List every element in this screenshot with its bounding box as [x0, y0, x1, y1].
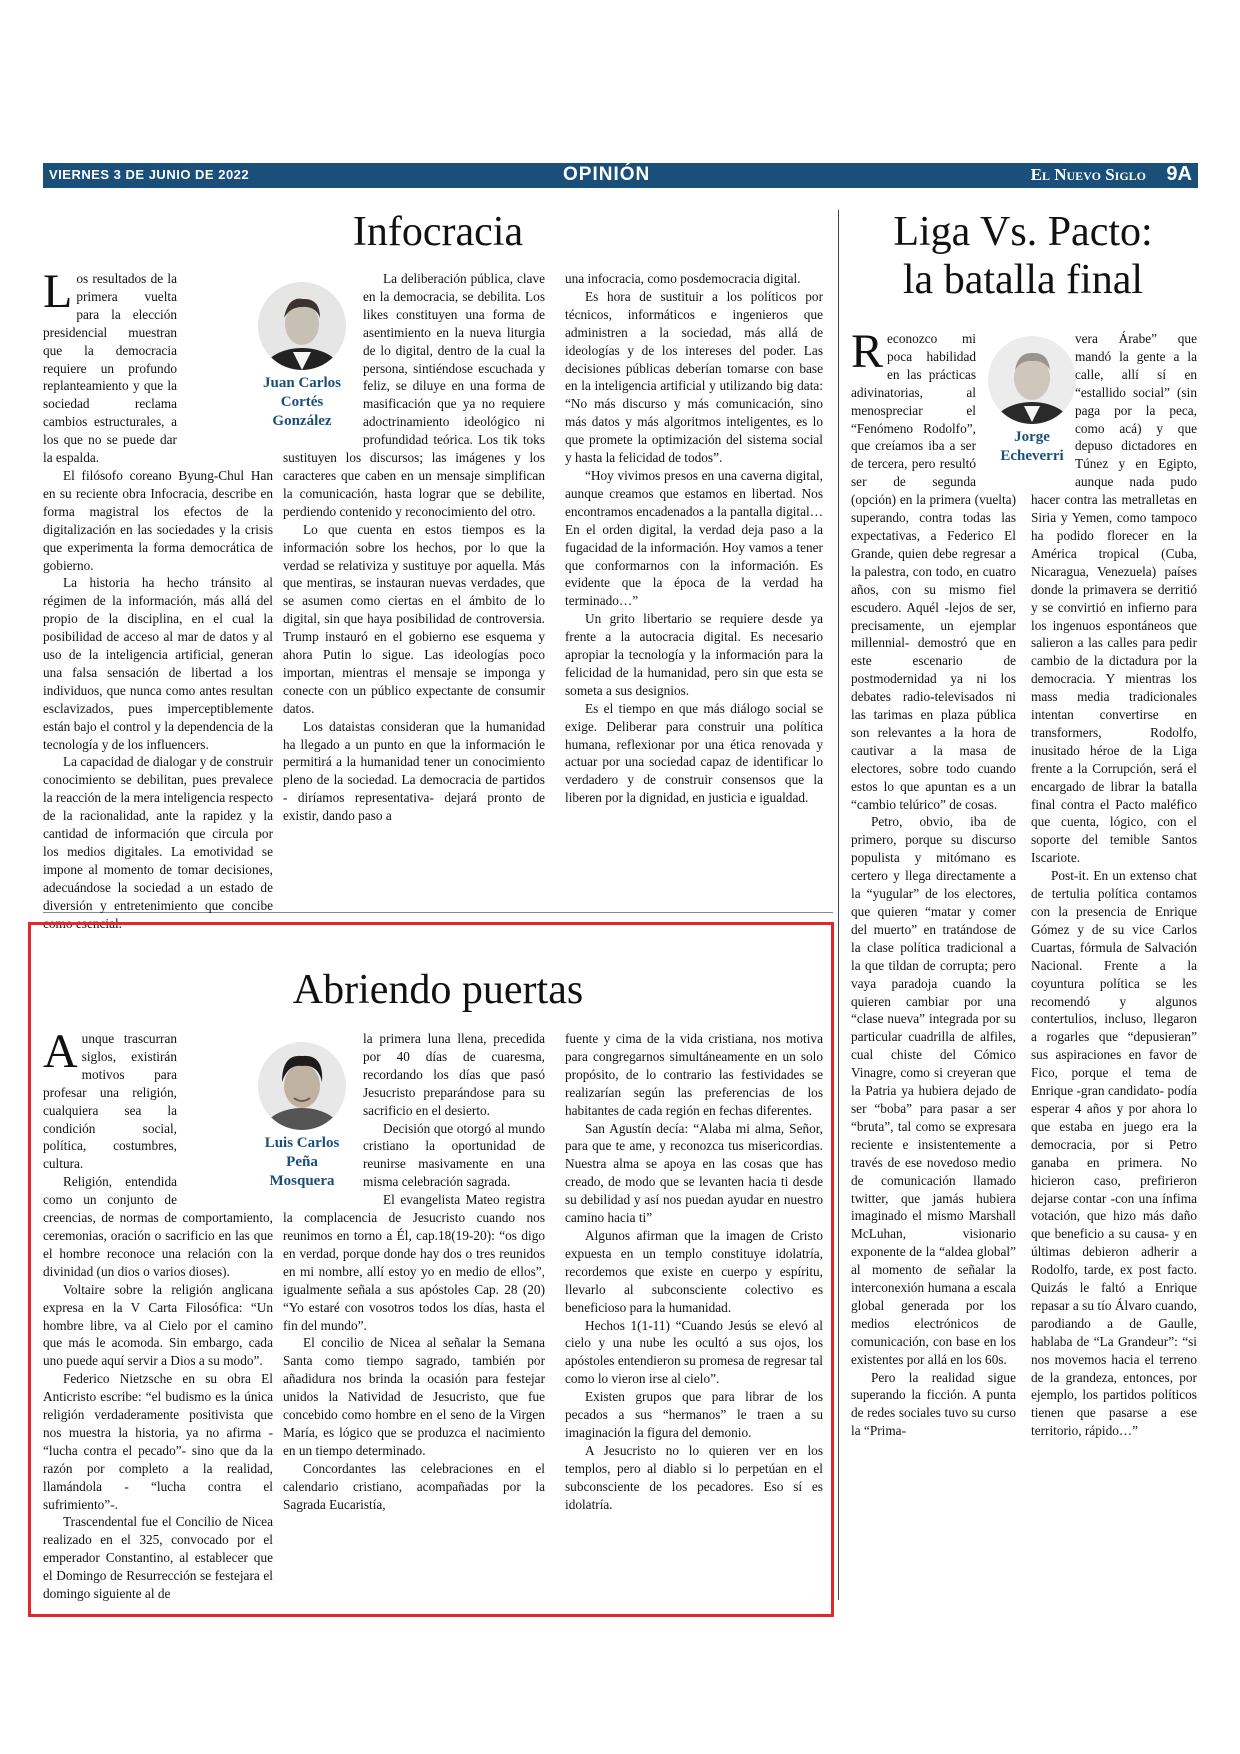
page-header-band: [43, 163, 1198, 188]
paragraph: fuente y cima de la vida cristiana, nos motiva para congregarnos simultáneamente en un solo propósito, de lo contrario las festividades se realizarían según las preferencias de los habitantes de cada región en fechas diferentes.: [565, 1031, 823, 1118]
paragraph: Concordantes las celebraciones en el calendario cristiano, acompañadas por la Sagrada Eucaristía,: [283, 1460, 545, 1512]
author-name-line2: Echeverri: [1000, 448, 1064, 464]
paragraph: Reconozco mi poca habilidad en las prácticas adivinatorias, al menospreciar el “Fenómeno Rodolfo”, que creíamos iba a ser de tercera, pero resultó ser de segunda (opción) en la primera (vuelta) superando, contra todas las expectativas, a Federico El Grande, quien debe regresar a la palestra, con todo, en cuatro años, con su mismo fiel escudero. Aquél -lejos de ser, precisamente, un ejemplar millennial- demostró que en este escenario de postmodernidad ya ni los debates radio-televisados ni las tarimas en plaza pública son relevantes a la hora de cautivar a la masa de electores, sobre todo cuando estos lo que apuntan es a un “cambio telúrico” de cosas.: [851, 325, 1016, 812]
article3-column-1: [851, 325, 1016, 1440]
paragraph: Los dataistas consideran que la humanidad ha llegado a un punto en que la información le permitirá a la humanidad tener un conocimiento pleno de la sociedad. La democracia de partidos - diríamos representativa- dejará pronto de existir, dando paso a: [283, 718, 545, 824]
paragraph: vera Árabe” que mandó la gente a la calle, allí sí en “estallido social” (sin paga por la peca, como acá) y que depuso dictadores en Túnez y en Egipto, aunque nada pudo hacer contra las metralletas en Siria y Yemen, como tampoco ha podido florecer en la América tropical (Cuba, Nicaragua, Venezuela) países donde la primavera se derritió y se convirtió en infierno para los ingenuos espontáneos que salieron a las calles para pedir cambio de la dictadura por la democracia. Y mientras los mass media tradicionales intentan convertirse en transformers, Rodolfo, inusitado héroe de la Liga frente a la Corrupción, será el encargado de librar la batalla final contra el Pacto maléfico que cuenta, lógico, con el soporte del temible Santos Iscariote.: [1031, 331, 1197, 866]
article-title-infocracia: Infocracia: [352, 209, 524, 255]
article3-column-2: [1031, 330, 1197, 1440]
paragraph: San Agustín decía: “Alaba mi alma, Señor, para que te ame, y reconozca tus misericordias. Nuestra alma se apoya en las cosas que has creado, de modo que se levanten hacia ti desde su debilidad y así nos puedan ayudar en nuestro camino hacia ti”: [565, 1120, 823, 1226]
author-name-line2: Cortés: [280, 394, 324, 410]
paragraph: Post-it. En un extenso chat de tertulia política contamos con la presencia de Enrique Gómez y de su vice Carlos Cuartas, fórmula de Salvación Nacional. Frente a la coyuntura política se les recomendó y algunos contertulios, incluso, llegaron a rogarles que “depusieran” sus aspiraciones en favor de Fico, porque el tema de Enrique -gran candidato- podía esperar 4 años y por ahora lo que estaba en juego era la democracia, por si Petro ganaba en primera. No hicieron caso, prefirieron dejarse contar -con una ínfima votación, que hizo más daño que beneficio a su causa- y en últimas debieron adherir a Rodolfo, tarde, ex post facto. Quizás le faltó a Enrique repasar a su tío Álvaro cuando, parodiando a de Gaulle, hablaba de “La Grandeur”: “si nos movemos hacia el terreno de la grandeza, entonces, por ejemplo, los partidos políticos tienen que pasarse a ese territorio, rápido…”: [1031, 868, 1197, 1439]
title-line1: Liga Vs. Pacto:: [893, 209, 1153, 255]
column-divider: [838, 210, 839, 1600]
paragraph: Lo que cuenta en estos tiempos es la información sobre los hechos, por lo que la verdad se relativiza y sustituye por aquella. Más que mentiras, se instauran nuevas verdades, que se asumen como ciertas en el ámbito de lo digital, sin que haya posibilidad de controversia. Trump instauró en el gobierno ese esquema y ahora Putin lo sigue. Las ideologías poco importan, mientras el mensaje se imponga y conecte con un público expectante de consumir datos.: [283, 521, 545, 716]
paragraph: una infocracia, como posdemocracia digital.: [565, 271, 801, 286]
paragraph: El concilio de Nicea al señalar la Semana Santa como tiempo sagrado, también por añadidura nos brinda la ocasión para festejar unidos la Natividad de Jesucristo, que fue concebido como hombre en el seno de la Virgen María, es lógico que se produzca el nacimiento en un tiempo determinado.: [283, 1335, 545, 1458]
article2-column-3: [565, 1030, 823, 1513]
paragraph: Algunos afirman que la imagen de Cristo expuesta en un templo constituye idolatría, recordemos que existe en cuerpo y espíritu, llevarlo al subconsciente colectivo es beneficioso para la humanidad.: [565, 1227, 823, 1315]
paragraph: Voltaire sobre la religión anglicana expresa en la V Carta Filosófica: “Un hombre libre, va al Cielo por el camino que más le acomoda. Sin embargo, cada uno puede aquí servir a Dios a su modo”.: [43, 1281, 273, 1369]
paragraph: El filósofo coreano Byung-Chul Han en su reciente obra Infocracia, describe en forma magistral los efectos de la digitalización en las sociedades y la crisis que experimenta la forma democrática de gobierno.: [43, 467, 273, 573]
paragraph: Pero la realidad sigue superando la ficción. A punta de redes sociales tuvo su curso la “Prima-: [851, 1369, 1016, 1439]
article2-column-1: [43, 1025, 273, 1603]
paragraph: Un grito libertario se requiere desde ya frente a la autocracia digital. Es necesario apropiar la tecnología y la información para la felicidad de la humanidad, pero sin que esta se someta a sus designios.: [565, 611, 823, 698]
section-name: OPINIÓN: [563, 164, 651, 185]
drop-cap: A: [43, 1025, 78, 1078]
article-title-abriendo-puertas: Abriendo puertas: [292, 967, 584, 1013]
issue-date: VIERNES 3 DE JUNIO DE 2022: [49, 167, 250, 182]
author-name-line3: González: [272, 413, 332, 429]
article-title-liga-vs-pacto: [848, 208, 1198, 305]
newspaper-name: El Nuevo Siglo: [1030, 165, 1146, 184]
drop-cap: L: [43, 265, 73, 318]
article2-column-2: [283, 1030, 545, 1513]
paragraph: La deliberación pública, clave en la democracia, se debilita. Los likes constituyen una forma de asentimiento en la nueva liturgia de lo digital, dentro de la cual la persona, sintiéndose escuchada y feliz, se diluye en una forma de masificación que ya no requiere adoctrinamiento ideológico ni profundidad teórica. Los tik toks sustituyen los discursos; las imágenes y los caracteres que caben en un mensaje simplifican la comunicación, hasta lograr que se debilite, perdiendo contenido y reconocimiento del otro.: [283, 271, 545, 519]
page-number: 9A: [1166, 163, 1192, 185]
paragraph: La historia ha hecho tránsito al régimen de la información, más allá del propio de la disciplina, en el cual la posibilidad de acceso al mar de datos y al uso de la inteligencia artificial, generan una falsa sensación de libertad a los individuos, que nunca como antes resultan esclavizados, pues imperceptiblemente están bajo el control y la dependencia de la tecnología y de los influencers.: [43, 575, 273, 752]
paragraph: Es hora de sustituir a los políticos por técnicos, informáticos e ingenieros que administren a la sociedad, más allá de ideologías y de los intereses del poder. Las decisiones públicas deberían tomarse con base en la inteligencia artificial y utilizando big data: “No más discurso y más comunicación, sino más datos y más algoritmos inteligentes, es lo que promete la optimización del sistema social y hasta la felicidad de todos”.: [565, 288, 823, 466]
author-name-line1: Juan Carlos: [263, 375, 341, 391]
author-name-line1: Luis Carlos: [264, 1135, 340, 1151]
article1-column-1: [43, 265, 273, 933]
paragraph: Existen grupos que para librar de los pecados a sus “hermanos” le traen a su imaginación la figura del demonio.: [565, 1389, 823, 1440]
paragraph: El evangelista Mateo registra la complacencia de Jesucristo cuando nos reunimos en torno a Él, cap.18(19-20): “os digo en verdad, porque donde hay dos o tres reunidos en mi nombre, allí estoy yo en medio de ellos”, igualmente señala a sus apóstoles Cap. 28 (20) “Yo estaré con vosotros todos los días, hasta el fin del mundo”.: [283, 1192, 545, 1333]
paragraph: Religión, entendida como un conjunto de creencias, de normas de comportamiento, ceremonias, oración o sacrificio en las que el hombre reconoce una relación con la divinidad (un dios o varios dioses).: [43, 1174, 273, 1279]
paragraph: Federico Nietzsche en su obra El Anticristo escribe: “el budismo es la única religión verdaderamente positivista que nos muestra la historia, ya no afirma - “lucha contra el pecado”- sino que da la razón por completo a la realidad, llamándola - “lucha contra el sufrimiento”-.: [43, 1371, 273, 1512]
paragraph: Es el tiempo en que más diálogo social se exige. Deliberar para construir una política humana, reflexionar por una ética renovada y actuar por una sociedad capaz de identificar lo verdadero y de construir consensos que la liberen por la dignidad, en justicia e igualdad.: [565, 700, 823, 806]
author-name-line1: Jorge: [1014, 429, 1050, 445]
paragraph: A Jesucristo no lo quieren ver en los templos, pero al diablo si lo perpetúan en el subconsciente de los pecadores. Eso sí es idolatría.: [565, 1442, 823, 1512]
article1-column-3: [565, 270, 823, 807]
author-name-line2: Peña: [286, 1154, 318, 1170]
paragraph: La capacidad de dialogar y de construir conocimiento se debilitan, pues prevalece la reacción de la mera inteligencia respecto de la racionalidad, ante la rapidez y la cantidad de información que circula por los medios digitales. La emotividad se impone al momento de tomar decisiones, adecuándose la sociedad a un estado de diversión y entretenimiento que concibe como esencial.: [43, 754, 273, 931]
drop-cap: R: [851, 325, 884, 378]
paragraph: la primera luna llena, precedida por 40 días de cuaresma, recordando los días que pasó Jesucristo preparándose para su sacrificio en el desierto.: [363, 1031, 545, 1118]
author-name-line3: Mosquera: [269, 1173, 335, 1189]
paragraph: “Hoy vivimos presos en una caverna digital, aunque creamos que estamos en libertad. Nos encontramos encadenados a la pantalla digital…En el orden digital, la verdad deja paso a la fugacidad de la información. Hoy vamos a tener que conformarnos con la información. Es evidente que la época de la verdad ha terminado…”: [565, 467, 823, 609]
paragraph: Los resultados de la primera vuelta para la elección presidencial muestran que la democracia requiere un profundo replanteamiento y que la sociedad reclama cambios estructurales, a los que no se puede dar la espalda.: [43, 265, 177, 466]
paragraph: Petro, obvio, iba de primero, porque su discurso populista y mitómano es certero y llega directamente a la “yugular” de los electores, que quieren “matar y comer del muerto” en tratándose de la clase política tradicional a la que tildan de corrupta; pero vaya paradoja cuando la quieren cambiar por una “clase nueva” integrada por su particular cuadrilla de alfiles, cual chiste del Cómico Vinagre, como si creyeran que la Patria ya hubiera dejado de ser “boba” para pasar a ser “bruta”, tal como se expresara reciente e insistentemente a través de ese novedoso medio de comunicación llamado twitter, que jamás hubiera imaginado el mismo Marshall McLuhan, visionario exponente de la “aldea global” al momento de señalar la interconexión humana a escala global generada por los medios electrónicos de comunicación, con base en los existentes por allá en los 60s.: [851, 814, 1016, 1367]
paragraph: Hechos 1(1-11) “Cuando Jesús se elevó al cielo y una nube les ocultó a sus ojos, los apóstoles entendieron su promesa de regresar tal como lo vieron irse al cielo”.: [565, 1317, 823, 1387]
paragraph: Decisión que otorgó al mundo cristiano la oportunidad de reunirse masivamente en una misma celebración sagrada.: [363, 1120, 545, 1190]
title-line2: la batalla final: [902, 257, 1144, 304]
paragraph: Trascendental fue el Concilio de Nicea realizado en el 325, convocado por el emperador Constantino, al establecer que el Domingo de Resurrección se festejara el domingo siguiente al de: [43, 1514, 273, 1602]
paragraph: Aunque trascurran siglos, existirán motivos para profesar una religión, cualquiera sea la condición social, política, costumbres, cultura.: [43, 1025, 177, 1172]
article1-column-2: [283, 270, 545, 825]
